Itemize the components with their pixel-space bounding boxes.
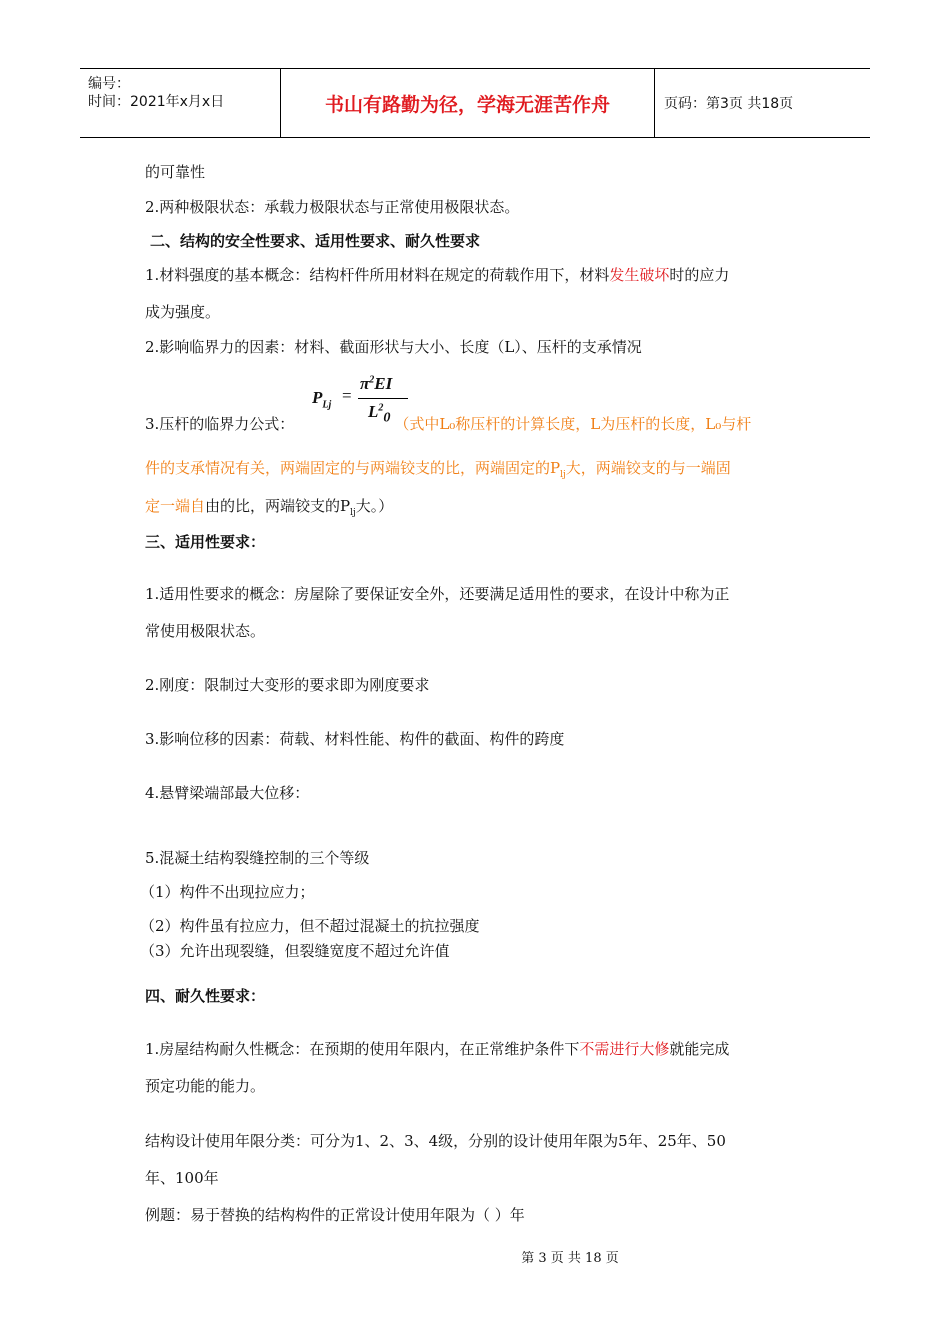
highlight-text: 不需进行大修 (579, 1040, 670, 1058)
text-line: 成为强度。 (145, 303, 221, 321)
critical-force-formula: $P_{Lj}$ = $\pi^2EI$ $L^2_0$ (312, 372, 412, 434)
section-heading: 四、耐久性要求： (145, 987, 266, 1005)
text-line: 3.压杆的临界力公式： （式中L₀称压杆的计算长度，L为压杆的长度，L₀与杆 (145, 415, 752, 433)
time-label: 时间：2021年x月x日 (88, 94, 225, 110)
code-label: 编号： (88, 76, 130, 92)
text-line: 定一端自由的比，两端铰支的$P_{lj}$大。） (145, 497, 394, 518)
text-line: 年、100年 (145, 1169, 219, 1187)
list-item: （3）允许出现裂缝，但裂缝宽度不超过允许值 (140, 942, 450, 960)
text-line: 例题：易于替换的结构构件的正常设计使用年限为（ ）年 (145, 1206, 525, 1224)
text-line: 结构设计使用年限分类：可分为1、2、3、4级，分别的设计使用年限为5年、25年、50 (145, 1132, 726, 1150)
header-left-cell (80, 69, 281, 137)
section-heading: 三、适用性要求： (145, 533, 266, 551)
list-item: （1）构件不出现拉应力； (140, 883, 315, 901)
text-line: 2.影响临界力的因素：材料、截面形状与大小、长度（L）、压杆的支承情况 (145, 338, 642, 356)
text-line: 1.房屋结构耐久性概念：在预期的使用年限内，在正常维护条件下不需进行大修就能完成 (145, 1040, 730, 1058)
motto: 书山有路勤为径，学海无涯苦作舟 (281, 69, 655, 137)
section-heading: 二、结构的安全性要求、适用性要求、耐久性要求 (150, 232, 481, 250)
text-line: 5.混凝土结构裂缝控制的三个等级 (145, 849, 370, 867)
page-header (80, 68, 870, 138)
text-line: 4.悬臂梁端部最大位移： (145, 784, 310, 802)
text-line: 3.影响位移的因素：荷载、材料性能、构件的截面、构件的跨度 (145, 730, 565, 748)
text-line: 件的支承情况有关，两端固定的与两端铰支的比，两端固定的$P_{lj}$大，两端铰支的与一端固 (145, 459, 731, 480)
page-footer: 第 3 页 共 18 页 (521, 1251, 619, 1266)
page-info: 页码：第3页 共18页 (664, 96, 794, 112)
text-line: 常使用极限状态。 (145, 622, 266, 640)
text-line: 1.材料强度的基本概念：结构杆件所用材料在规定的荷载作用下，材料发生破坏时的应力 (145, 266, 730, 284)
highlight-text: 发生破坏 (609, 266, 670, 284)
text-line: 2.刚度：限制过大变形的要求即为刚度要求 (145, 676, 430, 694)
formula-note: （式中L₀称压杆的计算长度，L为压杆的长度，L₀与杆 (394, 415, 752, 433)
text-line: 1.适用性要求的概念：房屋除了要保证安全外，还要满足适用性的要求，在设计中称为正 (145, 585, 730, 603)
list-item: （2）构件虽有拉应力，但不超过混凝土的抗拉强度 (140, 917, 480, 935)
text-line: 的可靠性 (145, 163, 206, 181)
text-line: 预定功能的能力。 (145, 1077, 266, 1095)
text-line: 2.两种极限状态：承载力极限状态与正常使用极限状态。 (145, 198, 520, 216)
